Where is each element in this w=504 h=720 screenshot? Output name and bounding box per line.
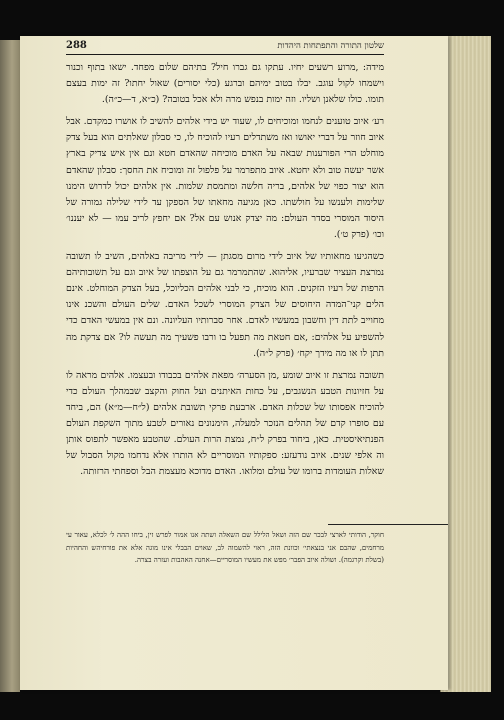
paragraph: רע׳ איוב טוענים לנחמו ומוכיחים לו, שעוד יש בידי אלהים להשיב לו אושרו כמקדם. אבל איוב חוזר על דברי יאושו ואז משתדלים רעיו להוכיח לו, כי סבלון שאלתים הוא בעל צדק מוחלט הרי הפורענות שבאה על האדם מוכיחה שהאדם חטא ונם אין איש צדיק בארץ אשר יעשה טוב ולא יחטא. איוב מתפרמר על פלפול זה ומוכיח את החסך: סבלון שהאדם הוא יצור כפוי של אלהים, בריה חלשה ומתמסת שלמות. אין אלהים יכול לדרוש הימנו שלימות ולענשו על חולשתו. כאן מגיעה מחאתו של הספקן עד לידי שלילה גמורה של היסוד המוסרי בסדר העולם: מה יצדק אנוש עם אל? אם יחפץ לריב עמו — לא יעננו׳ וכו׳ (פרק ט׳). <box>66 116 384 240</box>
page-number: 288 <box>66 39 87 51</box>
facing-page-edge <box>0 40 20 692</box>
footnote-rule <box>328 524 448 525</box>
paragraph: מידה: ,מרוע רשעים יחיו. עתקו גם גברו חיל? בתיהם שלום מפחד. ישאו בתוף וכנור וישמחו לקול עוגב. יבלו בטוב ימיהם וברגע (כלי יסורים) שאול יחתו? זה ימות בעצם תומו. כולו שלאנן ושליו. וזה ימות בנפש מרה ולא אכל בטובה? (כ״א, ד—כ״ה). <box>66 62 384 106</box>
footnote: חוקר, הודותי לארצי לבכר שם הזה ושאל הלילל שם השאלה ושתה אנו אמור לפרש זין, ביחו ההה ל׳ לכלא, עאור עי מרחמים, שהבם אני בנצאתי׳ וכוונת הזה, ראוי להשמוה לב, שאוים הבבלי אינו מוגה אלא את פורחיהש והחהיות (בשלת וקרגמה). ושולה איוב הפבר׳ מפש את מעשיו המוסריים—אחנה האהבות ועזרה בצרה. <box>66 531 384 565</box>
paragraph: כשהגיעו מחאותיו של איוב לידי מרום מסגתן — לידי מריבה באלהים, השיב לו תשובה נמרצת העציר שברעיו, אליהוא. שהתמרמר גם על הוצפתו של איוב וגם על תשובותיהם הרפות של רעיו הזקנים. הוא מוכיח, כי לבני אלהים הכליוכל, בעל הצדק המוחלט. אינם הלים קני־המדה היחוסים של הצדק המוסרי לשכל האדם. שלים העולם והשכנ אינו מחוייב לתת דין וחשבון במעשיו לאדם. אחר סברותיו העליונה. ונם אין במעשי האדם כדי להשפיע על אלהים: ,אם חטאת מה תפעל בו ורבו פשעיך מה תעשה לו? אם צדקת מה תתן לו או מה מידך יקח׳ (פרק ל״ה). <box>66 251 384 359</box>
paragraph: תשובה נמרצת זו איוב שומע ,מן הסערה׳ מפאת אלהים בכבודו ובעצמו. אלהים מראה לו על חזיונות הטבע הנשגבים, על כחות האיתנים ועל החוק והקצב שבמהלך העולם כדי להוכיח אפסותו של שכלות האדם. ארבעת פרקי תשובת אלהים (ל״ח—מ״א) הם, ביחד עם סופרו קדם של תהלים הנזכר למעלה, הימנונים נאורים לטבע מתוך השקפת העולם הפנתיאיסטית. כאן, ביחוד בפרק ל״ח, נמצת הרות העולם. שהטבע מאפשר לתפוס אותן וה אלפי שנים. איוב נודעזע: ספקותיו המוסריים לא הותרו אלא נדחמו מקול הסבול של שאלות העומדות ברומו של עולם ומלואו. האדם מדוכא מעצמת הבל וספחתי הרזותה. <box>66 369 384 478</box>
running-title: שלטון התורה והתפתחות היהדות <box>277 40 384 51</box>
main-text <box>66 60 384 486</box>
running-header <box>66 36 384 55</box>
